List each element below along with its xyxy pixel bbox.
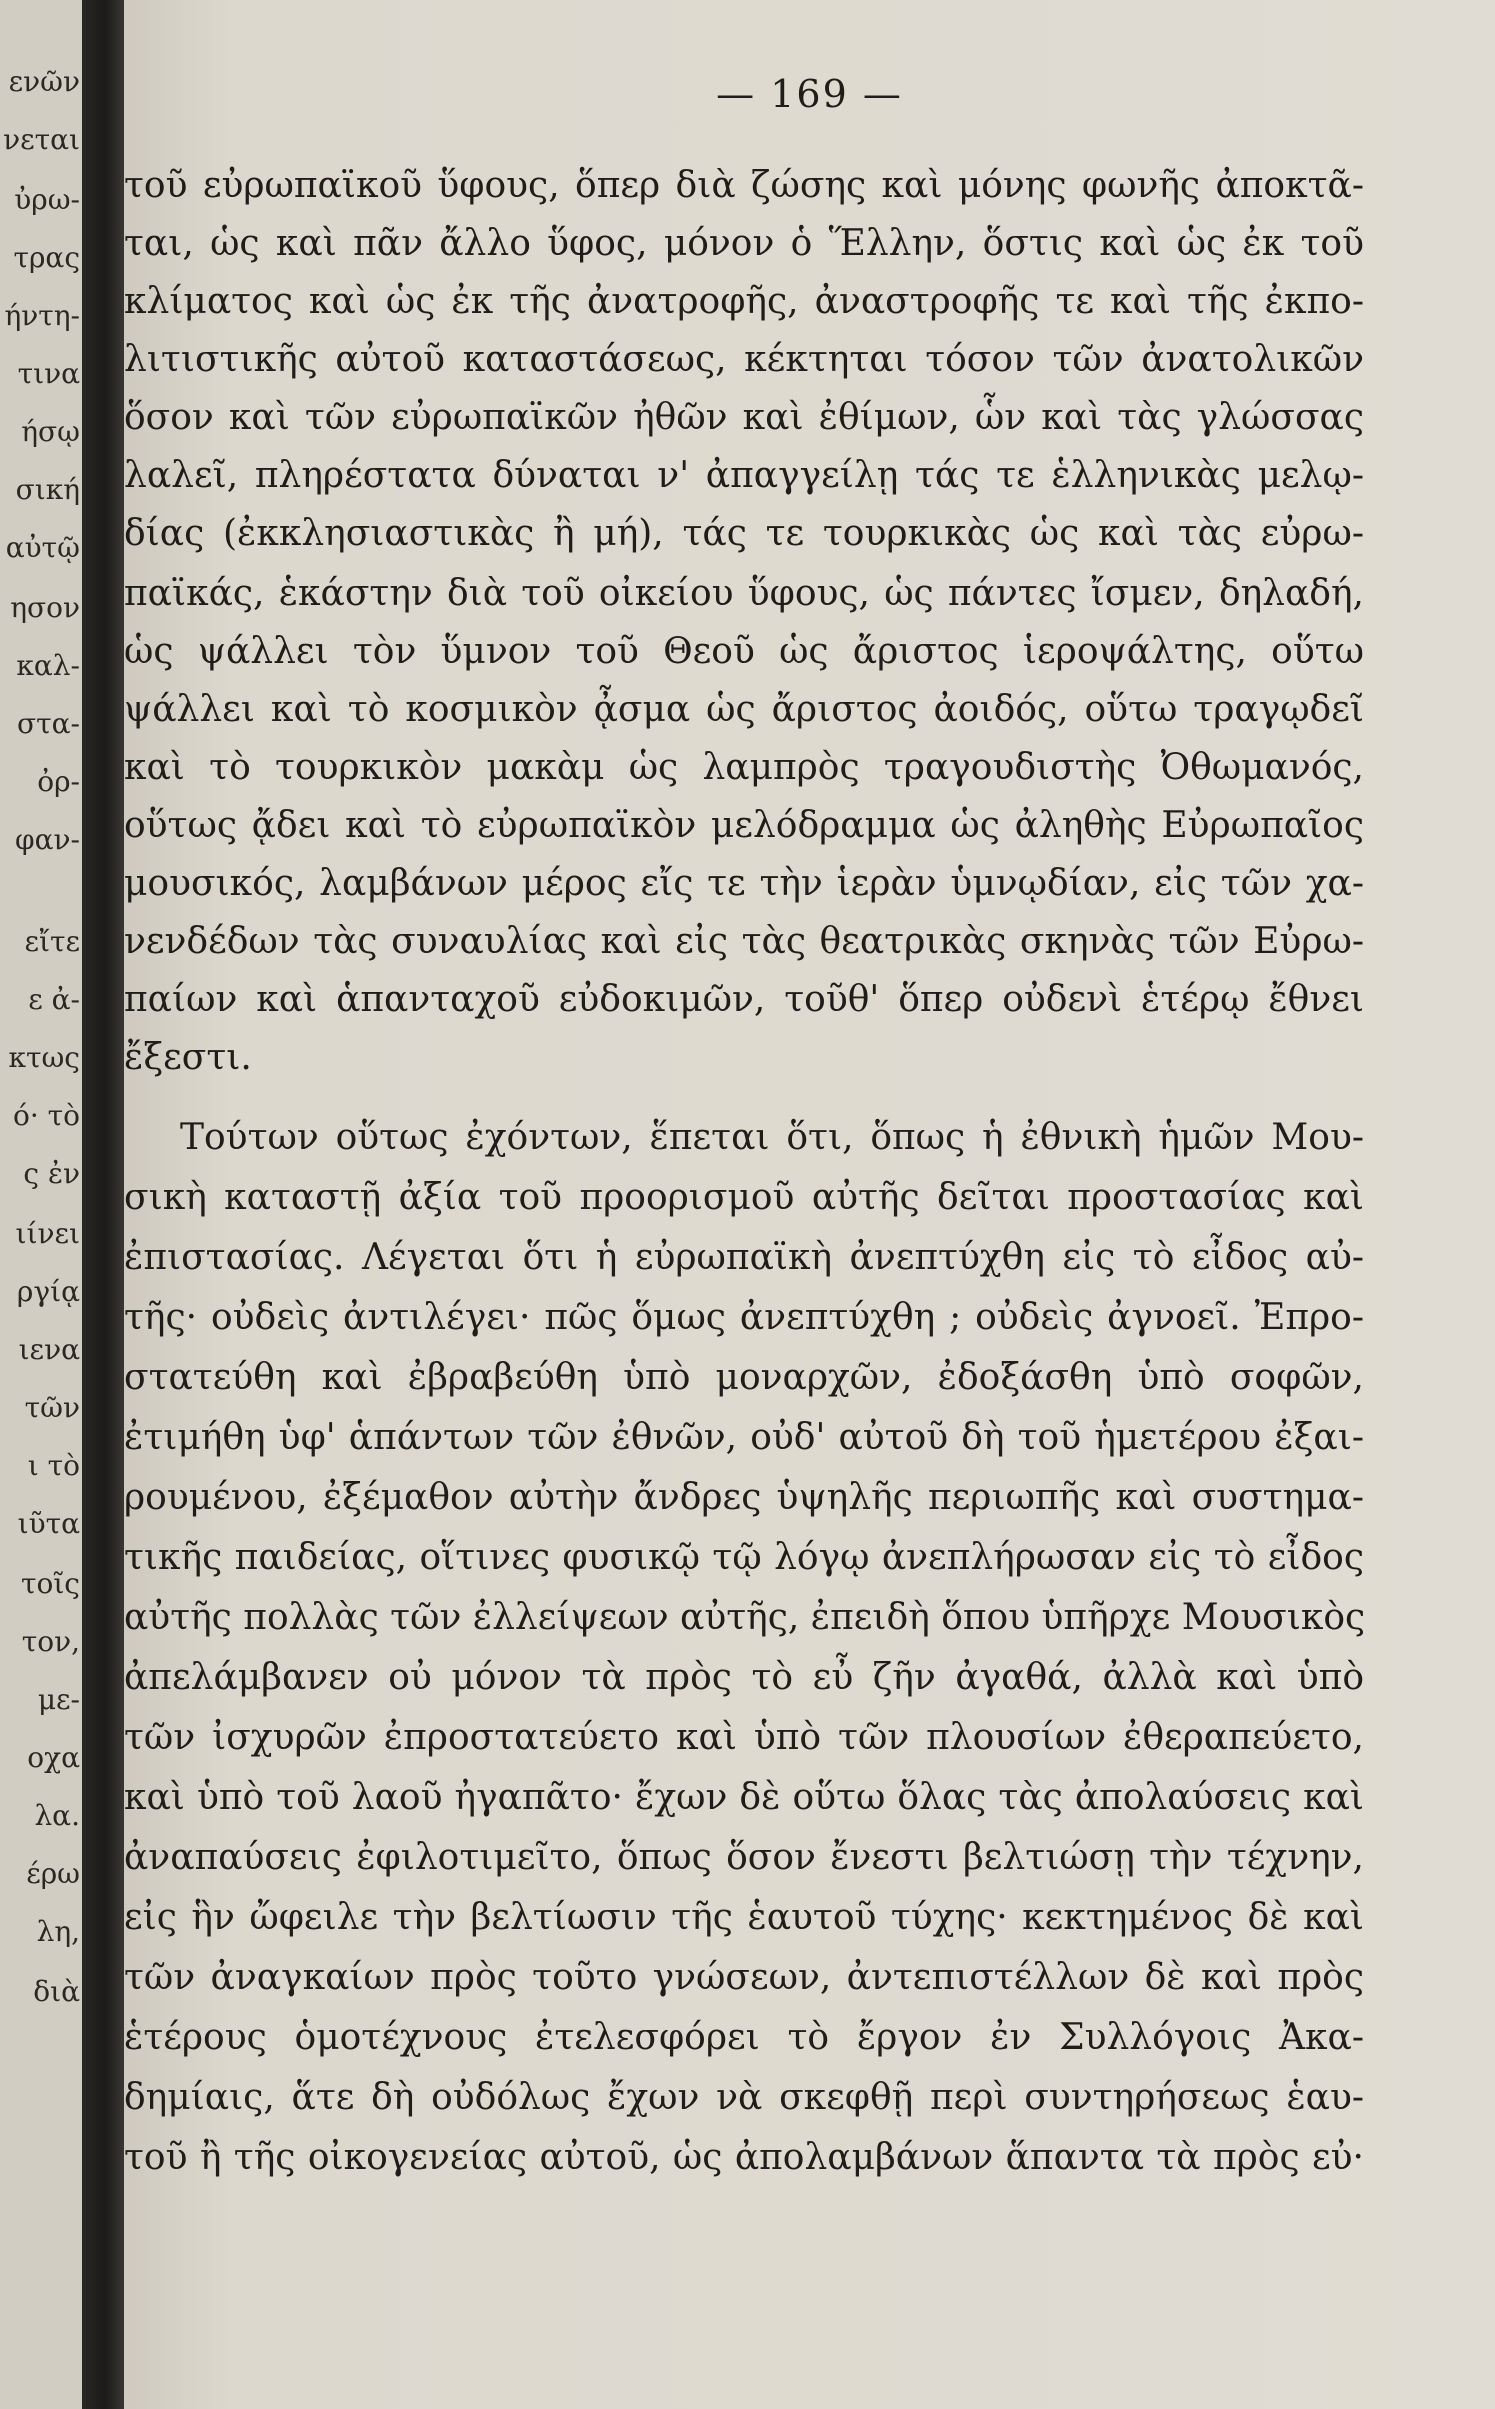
left-fragment: έρω bbox=[26, 1857, 80, 1890]
text-line: νενδέδων τὰς συναυλίας καὶ εἰς τὰς θεατρικὰς σκηνὰς τῶν Εὐρω- bbox=[124, 921, 1364, 962]
left-fragment: τῶν bbox=[24, 1391, 80, 1424]
left-fragment: διὰ bbox=[33, 1975, 80, 2008]
left-fragment: ενῶν bbox=[8, 65, 80, 98]
text-line: καὶ ὑπὸ τοῦ λαοῦ ἠγαπᾶτο· ἔχων δὲ οὕτω ὅλας τὰς ἀπολαύσεις καὶ bbox=[124, 1777, 1364, 1818]
left-fragment: λη, bbox=[36, 1915, 80, 1948]
text-line: σικὴ καταστῇ ἀξία τοῦ προορισμοῦ αὐτῆς δεῖται προστασίας καὶ bbox=[124, 1177, 1364, 1218]
left-fragment: αὐτῷ bbox=[5, 531, 80, 564]
text-line: ὅσον καὶ τῶν εὐρωπαϊκῶν ἠθῶν καὶ ἐθίμων, ὧν καὶ τὰς γλώσσας bbox=[124, 397, 1364, 438]
left-fragment: κτως bbox=[8, 1041, 80, 1074]
left-fragment: τινα bbox=[17, 357, 80, 390]
text-line: ται, ὡς καὶ πᾶν ἄλλο ὕφος, μόνον ὁ Ἕλλην, ὅστις καὶ ὡς ἐκ τοῦ bbox=[124, 223, 1364, 264]
left-fragment: ιῦτα bbox=[17, 1507, 80, 1540]
text-line: ἀναπαύσεις ἐφιλοτιμεῖτο, ὅπως ὅσον ἔνεστι βελτιώσῃ τὴν τέχνην, bbox=[124, 1837, 1364, 1878]
text-line: τοῦ εὐρωπαϊκοῦ ὕφους, ὅπερ διὰ ζώσης καὶ μόνης φωνῆς ἀποκτᾶ- bbox=[124, 165, 1364, 206]
text-line: λαλεῖ, πληρέστατα δύναται ν' ἀπαγγείλῃ τάς τε ἑλληνικὰς μελῳ- bbox=[124, 455, 1364, 496]
text-line: στατεύθη καὶ ἐβραβεύθη ὑπὸ μοναρχῶν, ἐδοξάσθη ὑπὸ σοφῶν, bbox=[124, 1357, 1364, 1398]
page-number: — 169 — bbox=[716, 72, 903, 116]
left-fragment: νεται bbox=[3, 123, 80, 156]
book-gutter bbox=[82, 0, 124, 2409]
left-fragment: ὐρω- bbox=[14, 183, 80, 216]
text-line: δημίαις, ἅτε δὴ οὐδόλως ἔχων νὰ σκεφθῇ περὶ συντηρήσεως ἑαυ- bbox=[124, 2077, 1364, 2118]
text-line: οὕτως ᾄδει καὶ τὸ εὐρωπαϊκὸν μελόδραμμα ὡς ἀληθὴς Εὐρωπαῖος bbox=[124, 805, 1364, 846]
text-line: ρουμένου, ἐξέμαθον αὐτὴν ἄνδρες ὑψηλῆς περιωπῆς καὶ συστημα- bbox=[124, 1477, 1364, 1518]
text-line: τικῆς παιδείας, οἵτινες φυσικῷ τῷ λόγῳ ἀνεπλήρωσαν εἰς τὸ εἶδος bbox=[124, 1537, 1364, 1578]
book-page bbox=[124, 0, 1495, 2409]
left-fragment: στα- bbox=[17, 707, 80, 740]
text-line: ἀπελάμβανεν οὐ μόνον τὰ πρὸς τὸ εὖ ζῆν ἀγαθά, ἀλλὰ καὶ ὑπὸ bbox=[124, 1657, 1364, 1698]
text-line: εἰς ἣν ὤφειλε τὴν βελτίωσιν τῆς ἑαυτοῦ τύχης· κεκτημένος δὲ καὶ bbox=[124, 1897, 1364, 1938]
left-fragment: ε ἀ- bbox=[28, 983, 80, 1016]
text-line: αὐτῆς πολλὰς τῶν ἐλλείψεων αὐτῆς, ἐπειδὴ ὅπου ὑπῆρχε Μουσικὸς bbox=[124, 1597, 1366, 1638]
text-line: καὶ τὸ τουρκικὸν μακὰμ ὡς λαμπρὸς τραγουδιστὴς Ὀθωμανός, bbox=[124, 747, 1364, 788]
left-fragment: ς ἐν bbox=[23, 1157, 80, 1190]
text-line: ἑτέρους ὁμοτέχνους ἐτελεσφόρει τὸ ἔργον ἐν Συλλόγοις Ἀκα- bbox=[124, 2017, 1364, 2058]
left-fragment: τρας bbox=[13, 241, 80, 274]
left-fragment: σική bbox=[15, 473, 80, 506]
left-fragment: τοῖς bbox=[20, 1567, 80, 1600]
text-line: λιτιστικῆς αὐτοῦ καταστάσεως, κέκτηται τόσον τῶν ἀνατολικῶν bbox=[124, 339, 1364, 380]
left-fragment: ιίνει bbox=[15, 1217, 80, 1250]
text-line: ὡς ψάλλει τὸν ὕμνον τοῦ Θεοῦ ὡς ἄριστος ἱεροψάλτης, οὕτω bbox=[124, 631, 1364, 672]
left-fragment: ό· τὸ bbox=[12, 1099, 80, 1132]
left-fragment: φαν- bbox=[15, 823, 80, 856]
text-line: τῆς· οὐδεὶς ἀντιλέγει· πῶς ὅμως ἀνεπτύχθη ; οὐδεὶς ἀγνοεῖ. Ἐπρο- bbox=[124, 1297, 1364, 1338]
left-page-margin bbox=[0, 0, 82, 2409]
text-line: ἐπιστασίας. Λέγεται ὅτι ἡ εὐρωπαϊκὴ ἀνεπτύχθη εἰς τὸ εἶδος αὐ- bbox=[124, 1237, 1364, 1278]
text-line: ἔξεστι. bbox=[124, 1037, 252, 1078]
left-fragment: με- bbox=[37, 1683, 80, 1716]
text-line: κλίματος καὶ ὡς ἐκ τῆς ἀνατροφῆς, ἀναστροφῆς τε καὶ τῆς ἐκπο- bbox=[124, 281, 1364, 322]
text-line: δίας (ἐκκλησιαστικὰς ἢ μή), τάς τε τουρκικὰς ὡς καὶ τὰς εὐρω- bbox=[124, 513, 1364, 554]
text-line: ψάλλει καὶ τὸ κοσμικὸν ᾆσμα ὡς ἄριστος ἀοιδός, οὕτω τραγῳδεῖ bbox=[124, 689, 1364, 730]
left-fragment: ργίᾳ bbox=[16, 1275, 80, 1308]
left-fragment: ήντη- bbox=[4, 299, 80, 332]
text-line: τῶν ἰσχυρῶν ἐπροστατεύετο καὶ ὑπὸ τῶν πλουσίων ἐθεραπεύετο, bbox=[124, 1717, 1364, 1758]
left-fragment: ήσῳ bbox=[21, 415, 80, 448]
left-fragment: ι τὸ bbox=[27, 1449, 80, 1482]
left-fragment: εἴτε bbox=[24, 925, 80, 958]
left-fragment: ὀρ- bbox=[37, 765, 80, 798]
left-fragment: λα. bbox=[34, 1799, 80, 1832]
text-line: παίων καὶ ἁπανταχοῦ εὐδοκιμῶν, τοῦθ' ὅπερ οὐδενὶ ἑτέρῳ ἔθνει bbox=[124, 979, 1364, 1020]
text-line: μουσικός, λαμβάνων μέρος εἴς τε τὴν ἱερὰν ὑμνῳδίαν, εἰς τῶν χα- bbox=[124, 863, 1364, 904]
text-line: ἐτιμήθη ὑφ' ἁπάντων τῶν ἐθνῶν, οὐδ' αὐτοῦ δὴ τοῦ ἡμετέρου ἐξαι- bbox=[124, 1417, 1364, 1458]
left-fragment: ιενα bbox=[18, 1333, 80, 1366]
text-line: τοῦ ἢ τῆς οἰκογενείας αὐτοῦ, ὡς ἀπολαμβάνων ἅπαντα τὰ πρὸς εὐ· bbox=[124, 2137, 1364, 2178]
left-fragment: καλ- bbox=[16, 649, 80, 682]
text-line: τῶν ἀναγκαίων πρὸς τοῦτο γνώσεων, ἀντεπιστέλλων δὲ καὶ πρὸς bbox=[124, 1957, 1364, 1998]
left-fragment: ησον bbox=[10, 591, 80, 624]
text-line: παϊκάς, ἑκάστην διὰ τοῦ οἰκείου ὕφους, ὡς πάντες ἴσμεν, δηλαδή, bbox=[124, 573, 1364, 614]
text-line: Τούτων οὕτως ἐχόντων, ἕπεται ὅτι, ὅπως ἡ ἐθνικὴ ἡμῶν Μου- bbox=[180, 1117, 1364, 1158]
left-fragment: τον, bbox=[21, 1625, 80, 1658]
left-fragment: οχα bbox=[27, 1741, 80, 1774]
